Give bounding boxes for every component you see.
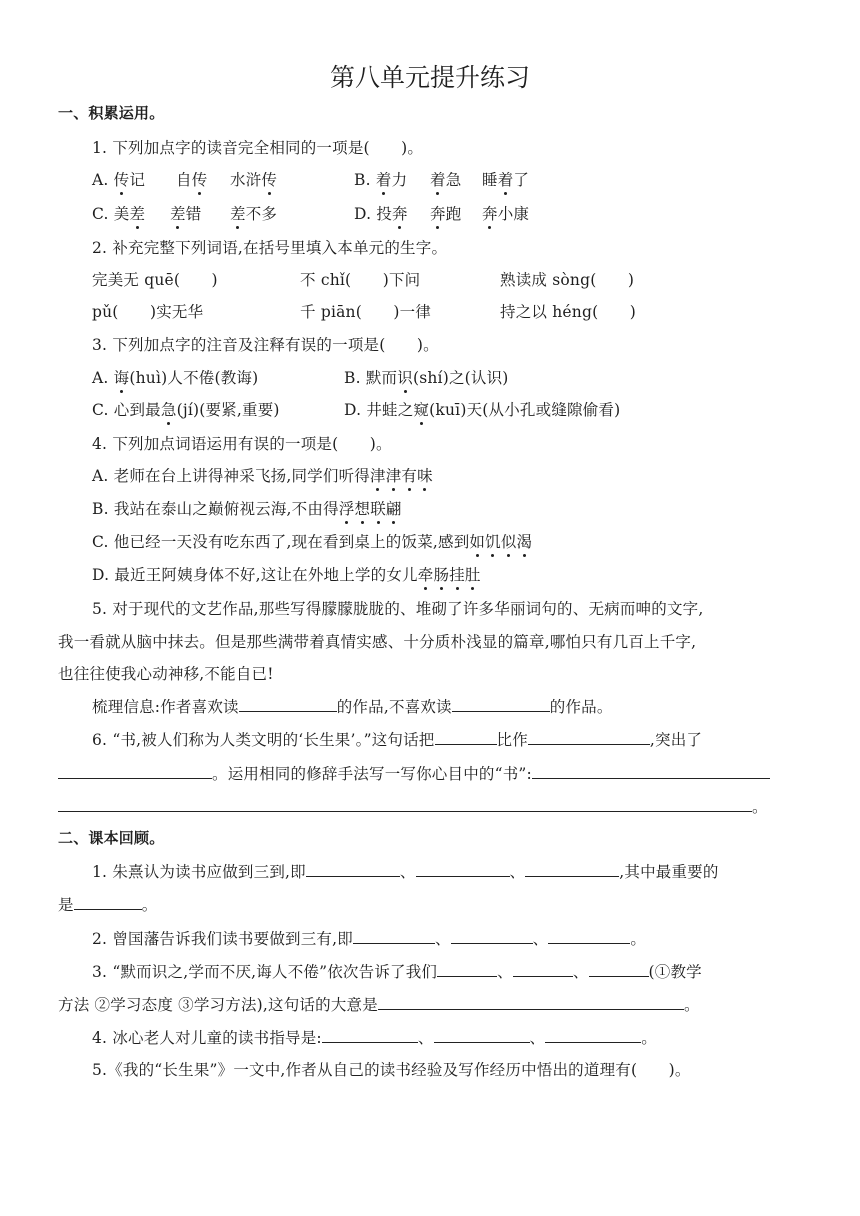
dotted-char: 差	[230, 202, 246, 224]
s2-q1-line-2	[58, 893, 157, 915]
word-part: 力	[391, 171, 408, 189]
word-part: 错	[185, 205, 202, 223]
word-part: 睡	[482, 171, 498, 189]
dotted-char: 奔	[430, 202, 446, 224]
s2-q3-line-2	[58, 993, 700, 1015]
word-part: 投	[376, 205, 393, 223]
s2-q1-text: ,其中最重要的	[619, 863, 719, 881]
dotted-phrase	[370, 467, 433, 485]
answer-blank[interactable]	[58, 763, 212, 779]
answer-blank[interactable]	[589, 961, 649, 977]
q3-row-1	[92, 366, 792, 390]
word-part: 自	[176, 171, 192, 189]
fill-text: 梳理信息:作者喜欢读	[92, 698, 239, 716]
dotted-char: 味	[417, 464, 433, 486]
separator: 、	[572, 963, 589, 981]
option-text: (huì)人不倦(教诲)	[129, 369, 259, 387]
q1-option-c-word-3	[230, 202, 277, 224]
q6-line-1	[92, 728, 702, 750]
dotted-phrase	[418, 566, 481, 584]
s2-q1-line-1	[92, 860, 719, 882]
s2-q4-text: 。	[641, 1029, 657, 1047]
s2-q3-text: (①教学	[648, 963, 702, 981]
s2-q4-line	[92, 1026, 657, 1048]
dotted-char: 想	[354, 497, 370, 519]
dotted-char: 翩	[386, 497, 402, 519]
answer-blank[interactable]	[353, 928, 435, 944]
q3-stem: 3. 下列加点字的注音及注释有误的一项是( )。	[92, 336, 439, 354]
q1-option-d	[354, 202, 408, 224]
option-text: 默而	[365, 369, 398, 387]
q5-fill-line	[92, 695, 613, 717]
answer-blank[interactable]	[532, 763, 770, 779]
option-text: D. 最近王阿姨身体不好,这让在外地上学的女儿	[92, 566, 418, 584]
q1-option-a-word-3	[230, 168, 277, 190]
dotted-char: 奔	[482, 202, 498, 224]
s2-q4-text: 4. 冰心老人对儿童的读书指导是:	[92, 1029, 322, 1047]
dotted-char: 传	[192, 168, 208, 190]
q3-option-a	[92, 366, 258, 388]
page-title: 第八单元提升练习	[329, 63, 530, 92]
option-label: B.	[344, 369, 366, 387]
dotted-char: 传	[261, 168, 277, 190]
separator: 、	[509, 863, 526, 881]
dotted-char: 窥	[413, 398, 429, 420]
word-part: 急	[445, 171, 462, 189]
dotted-char: 肚	[465, 563, 481, 585]
answer-blank[interactable]	[513, 961, 573, 977]
dotted-char: 联	[370, 497, 386, 519]
q3-option-c	[92, 398, 280, 420]
dotted-char: 牵	[418, 563, 434, 585]
q2-item: 熟读成 sòng( )	[500, 271, 635, 289]
answer-blank[interactable]	[525, 861, 619, 877]
q4-option-c	[92, 530, 532, 552]
option-text: (kuī)天(从小孔或缝隙偷看)	[429, 401, 621, 419]
q2-row-2	[92, 300, 792, 324]
q4-option-d	[92, 563, 481, 585]
word-part: 美	[113, 205, 130, 223]
q2-stem: 2. 补充完整下列词语,在括号里填入本单元的生字。	[92, 239, 448, 257]
q2-item: 不 chǐ( )下问	[300, 271, 421, 289]
s2-q5-line: 5.《我的“长生果”》一文中,作者从自己的读书经验及写作经历中悟出的道理有( )。	[92, 1061, 691, 1079]
option-label: A.	[92, 369, 114, 387]
dotted-char: 差	[170, 202, 186, 224]
dotted-char: 似	[501, 530, 517, 552]
section-one-heading: 一、积累运用。	[58, 104, 165, 122]
q1-option-b	[354, 168, 407, 190]
dotted-char: 急	[161, 398, 177, 420]
option-text: (jí)(要紧,重要)	[176, 401, 280, 419]
option-text: C. 他已经一天没有吃东西了,现在看到桌上的饭菜,感到	[92, 533, 470, 551]
dotted-phrase	[339, 500, 402, 518]
word-part: 不多	[245, 205, 278, 223]
answer-blank[interactable]	[74, 894, 142, 910]
q6-text: 比作	[496, 731, 528, 749]
q5-passage-line-2: 我一看就从脑中抹去。但是那些满带着真情实感、十分质朴浅显的篇章,哪怕只有几百上千字,	[58, 633, 697, 651]
q1-option-d-word-3	[482, 202, 529, 224]
q1-option-d-word-2	[430, 202, 461, 224]
q1-option-c	[92, 202, 145, 224]
answer-blank[interactable]	[416, 861, 510, 877]
q1-option-a-word-2	[176, 168, 207, 190]
q3-row-2	[92, 398, 792, 422]
answer-blank[interactable]	[451, 928, 533, 944]
q5-passage-line-3: 也往往使我心动神移,不能自已!	[58, 665, 274, 683]
s2-q2-text: 。	[630, 930, 647, 948]
q1-options-row-1	[92, 168, 792, 192]
option-text: 心到最	[113, 401, 161, 419]
separator: 、	[417, 1029, 434, 1047]
answer-blank[interactable]	[437, 961, 497, 977]
option-text: (shí)之(认识)	[412, 369, 509, 387]
separator: 、	[434, 930, 451, 948]
q2-item: 持之以 héng( )	[500, 303, 636, 321]
option-text: A. 老师在台上讲得神采飞扬,同学们听得	[92, 467, 370, 485]
word-part: 了	[513, 171, 530, 189]
q4-option-b	[92, 497, 402, 519]
s2-q3-text: 3. “默而识之,学而不厌,诲人不倦”依次告诉了我们	[92, 963, 438, 981]
s2-q2-line	[92, 927, 646, 949]
dotted-char: 饥	[485, 530, 501, 552]
dotted-char: 津	[386, 464, 402, 486]
q2-item: 千 piān( )一律	[300, 303, 432, 321]
q1-option-c-word-2	[170, 202, 201, 224]
answer-blank[interactable]	[239, 696, 337, 712]
answer-blank[interactable]	[306, 861, 400, 877]
answer-blank[interactable]	[434, 1027, 530, 1043]
answer-blank[interactable]	[528, 729, 650, 745]
separator: 、	[399, 863, 416, 881]
s2-q3-text: 方法 ②学习态度 ③学习方法),这句话的大意是	[58, 996, 378, 1014]
dotted-char: 渴	[517, 530, 533, 552]
q1-options-row-2	[92, 202, 792, 226]
q6-line-3	[58, 795, 768, 817]
q6-text: 。运用相同的修辞手法写一写你心目中的“书”:	[212, 765, 532, 783]
q4-option-a	[92, 464, 433, 486]
answer-blank[interactable]	[58, 796, 752, 812]
dotted-char: 着	[430, 168, 446, 190]
option-label: C.	[92, 205, 114, 223]
option-label: C.	[92, 401, 114, 419]
dotted-phrase	[469, 533, 532, 551]
dotted-char: 有	[401, 464, 417, 486]
dotted-char: 差	[129, 202, 145, 224]
dotted-char: 识	[397, 366, 413, 388]
s2-q1-text: 1. 朱熹认为读书应做到三到,即	[92, 863, 306, 881]
fill-text: 的作品。	[549, 698, 613, 716]
dotted-char: 诲	[114, 366, 130, 388]
dotted-char: 着	[498, 168, 514, 190]
answer-blank[interactable]	[452, 696, 550, 712]
separator: 、	[497, 963, 513, 981]
dotted-char: 如	[469, 530, 485, 552]
answer-blank[interactable]	[378, 994, 684, 1010]
dotted-char: 浮	[339, 497, 355, 519]
q1-option-a	[92, 168, 145, 190]
word-part: 小康	[497, 205, 530, 223]
answer-blank[interactable]	[435, 729, 497, 745]
dotted-char: 奔	[392, 202, 408, 224]
q3-option-d	[344, 398, 620, 420]
separator: 、	[532, 930, 549, 948]
dotted-char: 肠	[433, 563, 449, 585]
q5-passage-line-1: 5. 对于现代的文艺作品,那些写得朦朦胧胧的、堆砌了许多华丽词句的、无病而呻的文字,	[92, 600, 704, 618]
word-part: 跑	[445, 205, 462, 223]
dotted-char: 挂	[449, 563, 465, 585]
q1-option-b-word-3	[482, 168, 529, 190]
answer-blank[interactable]	[322, 1027, 418, 1043]
q2-item: 完美无 quē( )	[92, 271, 218, 289]
q6-text: 。	[752, 798, 768, 816]
word-part: 水浒	[230, 171, 262, 189]
s2-q1-text: 。	[141, 896, 158, 914]
option-label: D.	[354, 205, 377, 223]
option-label: B.	[354, 171, 376, 189]
separator: 、	[529, 1029, 546, 1047]
q1-stem: 1. 下列加点字的读音完全相同的一项是( )。	[92, 139, 424, 157]
s2-q1-text: 是	[58, 896, 74, 914]
q6-text: ,突出了	[649, 731, 703, 749]
answer-blank[interactable]	[545, 1027, 641, 1043]
s2-q3-text: 。	[683, 996, 700, 1014]
s2-q3-line-1	[92, 960, 702, 982]
q4-stem: 4. 下列加点词语运用有误的一项是( )。	[92, 435, 392, 453]
option-text: B. 我站在泰山之巅俯视云海,不由得	[92, 500, 339, 518]
section-two-heading: 二、课本回顾。	[58, 829, 165, 847]
dotted-char: 传	[114, 168, 130, 190]
q1-option-b-word-2	[430, 168, 461, 190]
q3-option-b	[344, 366, 509, 388]
dotted-char: 着	[376, 168, 392, 190]
fill-text: 的作品,不喜欢读	[336, 698, 452, 716]
q6-text: 6. “书,被人们称为人类文明的‘长生果’。”这句话把	[92, 731, 435, 749]
s2-q2-text: 2. 曾国藩告诉我们读书要做到三有,即	[92, 930, 353, 948]
q2-row-1	[92, 268, 792, 292]
option-label: A.	[92, 171, 114, 189]
word-part: 记	[129, 171, 146, 189]
q6-line-2	[58, 762, 770, 784]
option-text: 井蛙之	[366, 401, 414, 419]
option-label: D.	[344, 401, 367, 419]
answer-blank[interactable]	[548, 928, 630, 944]
q2-item: pǔ( )实无华	[92, 303, 204, 321]
dotted-char: 津	[370, 464, 386, 486]
